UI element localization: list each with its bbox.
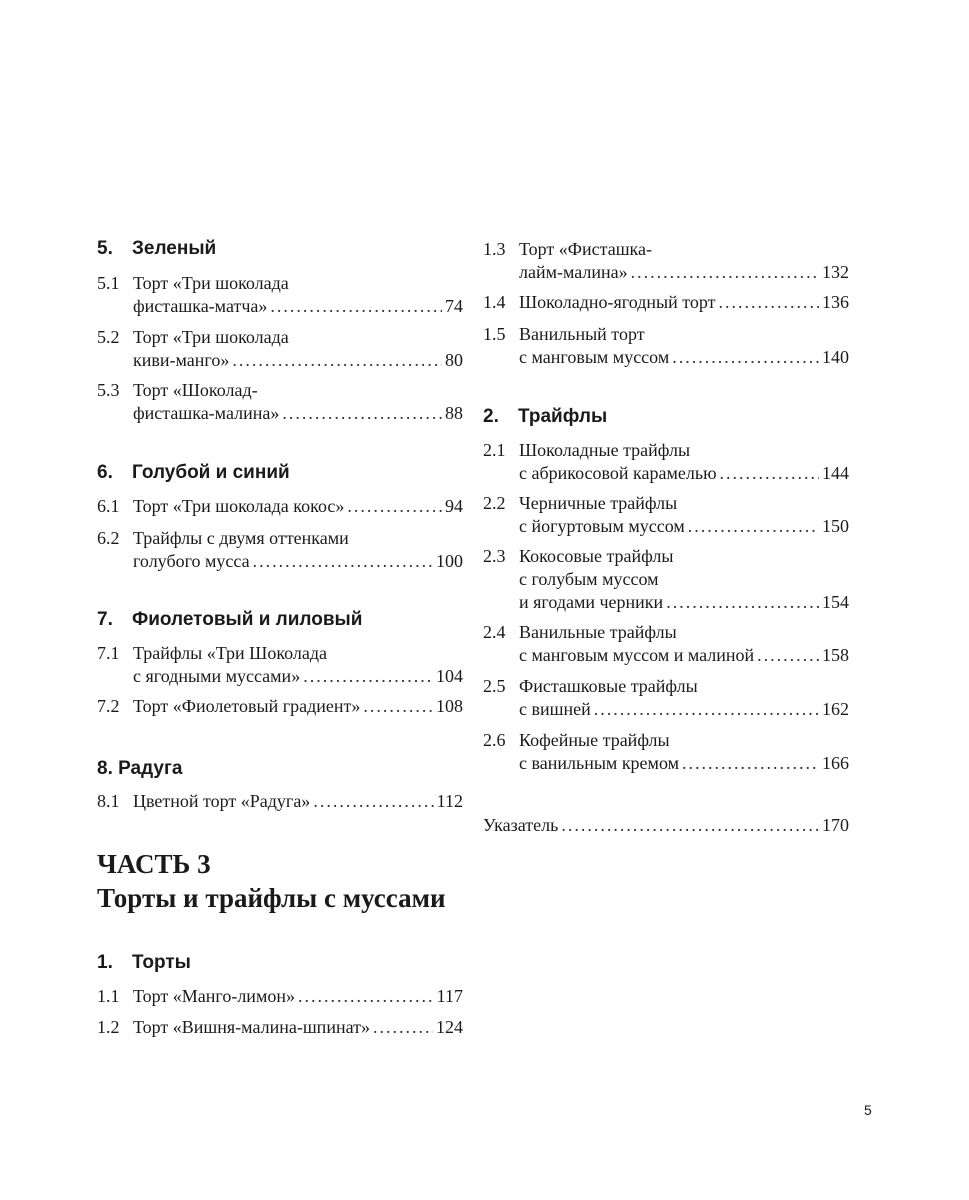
section-8-heading: 8. Радуга bbox=[97, 758, 183, 779]
page-ref: 108 bbox=[436, 696, 463, 716]
leader-dots bbox=[347, 495, 442, 518]
toc-entry-5-3[interactable]: 5.3 Торт «Шоколад- фисташка-малина» ..... 88 bbox=[97, 379, 463, 425]
section-7-heading: 7. Фиолетовый и лиловый bbox=[97, 609, 363, 630]
leader-dots bbox=[232, 349, 442, 372]
page-ref: 117 bbox=[436, 986, 463, 1006]
leader-dots bbox=[720, 462, 819, 485]
leader-dots bbox=[718, 291, 819, 314]
toc-entry-index[interactable]: Указатель ..... 170 bbox=[483, 814, 849, 837]
page-ref: 154 bbox=[822, 592, 849, 612]
leader-dots bbox=[270, 295, 442, 318]
toc-entry-2-1[interactable]: 2.1 Шоколадные трайфлы с абрикосовой карамелью ..... 144 bbox=[483, 439, 849, 485]
leader-dots bbox=[303, 665, 433, 688]
toc-entry-2-4[interactable]: 2.4 Ванильные трайфлы с манговым муссом и малиной ..... 158 bbox=[483, 621, 849, 667]
section-6-heading: 6. Голубой и синий bbox=[97, 462, 290, 483]
toc-entry-7-2[interactable]: 7.2 Торт «Фиолетовый градиент» ..... 108 bbox=[97, 695, 463, 718]
toc-entry-1-2[interactable]: 1.2 Торт «Вишня-малина-шпинат» ..... 124 bbox=[97, 1016, 463, 1039]
toc-entry-6-1[interactable]: 6.1 Торт «Три шоколада кокос» ..... 94 bbox=[97, 495, 463, 518]
leader-dots bbox=[666, 591, 819, 614]
leader-dots bbox=[561, 814, 819, 837]
page-ref: 170 bbox=[822, 815, 849, 835]
leader-dots bbox=[688, 515, 819, 538]
toc-entry-7-1[interactable]: 7.1 Трайфлы «Три Шоколада с ягодными муссами» ..... 104 bbox=[97, 642, 463, 688]
page-ref: 94 bbox=[445, 496, 463, 516]
toc-entry-1-3[interactable]: 1.3 Торт «Фисташка- лайм-малина» ..... 132 bbox=[483, 238, 849, 284]
leader-dots bbox=[682, 752, 819, 775]
leader-dots bbox=[631, 261, 819, 284]
toc-entry-6-2[interactable]: 6.2 Трайфлы с двумя оттенками голубого мусса ..... 100 bbox=[97, 527, 463, 573]
toc-entry-2-5[interactable]: 2.5 Фисташковые трайфлы с вишней ..... 162 bbox=[483, 675, 849, 721]
leader-dots bbox=[757, 644, 819, 667]
part3-section-1-heading: 1. Торты bbox=[97, 952, 191, 973]
leader-dots bbox=[672, 346, 819, 369]
page-ref: 150 bbox=[822, 516, 849, 536]
toc-entry-1-4[interactable]: 1.4 Шоколадно-ягодный торт ..... 136 bbox=[483, 291, 849, 314]
part3-section-2-heading: 2. Трайфлы bbox=[483, 406, 608, 427]
part-label: ЧАСТЬ 3 bbox=[97, 849, 211, 879]
leader-dots bbox=[373, 1016, 433, 1039]
toc-entry-1-1[interactable]: 1.1 Торт «Манго-лимон» ..... 117 bbox=[97, 985, 463, 1008]
page-ref: 166 bbox=[822, 753, 849, 773]
page-ref: 100 bbox=[436, 551, 463, 571]
leader-dots bbox=[282, 402, 442, 425]
page-ref: 132 bbox=[822, 262, 849, 282]
leader-dots bbox=[594, 698, 819, 721]
toc-entry-2-6[interactable]: 2.6 Кофейные трайфлы с ванильным кремом ..... 166 bbox=[483, 729, 849, 775]
page-ref: 74 bbox=[445, 296, 463, 316]
toc-entry-2-2[interactable]: 2.2 Черничные трайфлы с йогуртовым муссом ..... 150 bbox=[483, 492, 849, 538]
page-ref: 144 bbox=[822, 463, 849, 483]
page-ref: 80 bbox=[445, 350, 463, 370]
leader-dots bbox=[313, 790, 433, 813]
toc-entry-5-1[interactable]: 5.1 Торт «Три шоколада фисташка-матча» ..... 74 bbox=[97, 272, 463, 318]
leader-dots bbox=[298, 985, 434, 1008]
leader-dots bbox=[363, 695, 433, 718]
page-ref: 112 bbox=[436, 791, 463, 811]
toc-entry-5-2[interactable]: 5.2 Торт «Три шоколада киви-манго» ..... 80 bbox=[97, 326, 463, 372]
toc-entry-1-5[interactable]: 1.5 Ванильный торт с манговым муссом ..... 140 bbox=[483, 323, 849, 369]
page-ref: 158 bbox=[822, 645, 849, 665]
part-title: Торты и трайфлы с муссами bbox=[97, 883, 446, 913]
page-ref: 136 bbox=[822, 292, 849, 312]
page-ref: 104 bbox=[436, 666, 463, 686]
page-number: 5 bbox=[864, 1102, 872, 1118]
page-ref: 88 bbox=[445, 403, 463, 423]
section-5-heading: 5. Зеленый bbox=[97, 238, 217, 259]
page-ref: 124 bbox=[436, 1017, 463, 1037]
page-ref: 140 bbox=[822, 347, 849, 367]
page-ref: 162 bbox=[822, 699, 849, 719]
leader-dots bbox=[253, 550, 433, 573]
toc-entry-2-3[interactable]: 2.3 Кокосовые трайфлы с голубым муссом и ягодами черники ..... 154 bbox=[483, 545, 849, 614]
toc-entry-8-1[interactable]: 8.1 Цветной торт «Радуга» ..... 112 bbox=[97, 790, 463, 813]
